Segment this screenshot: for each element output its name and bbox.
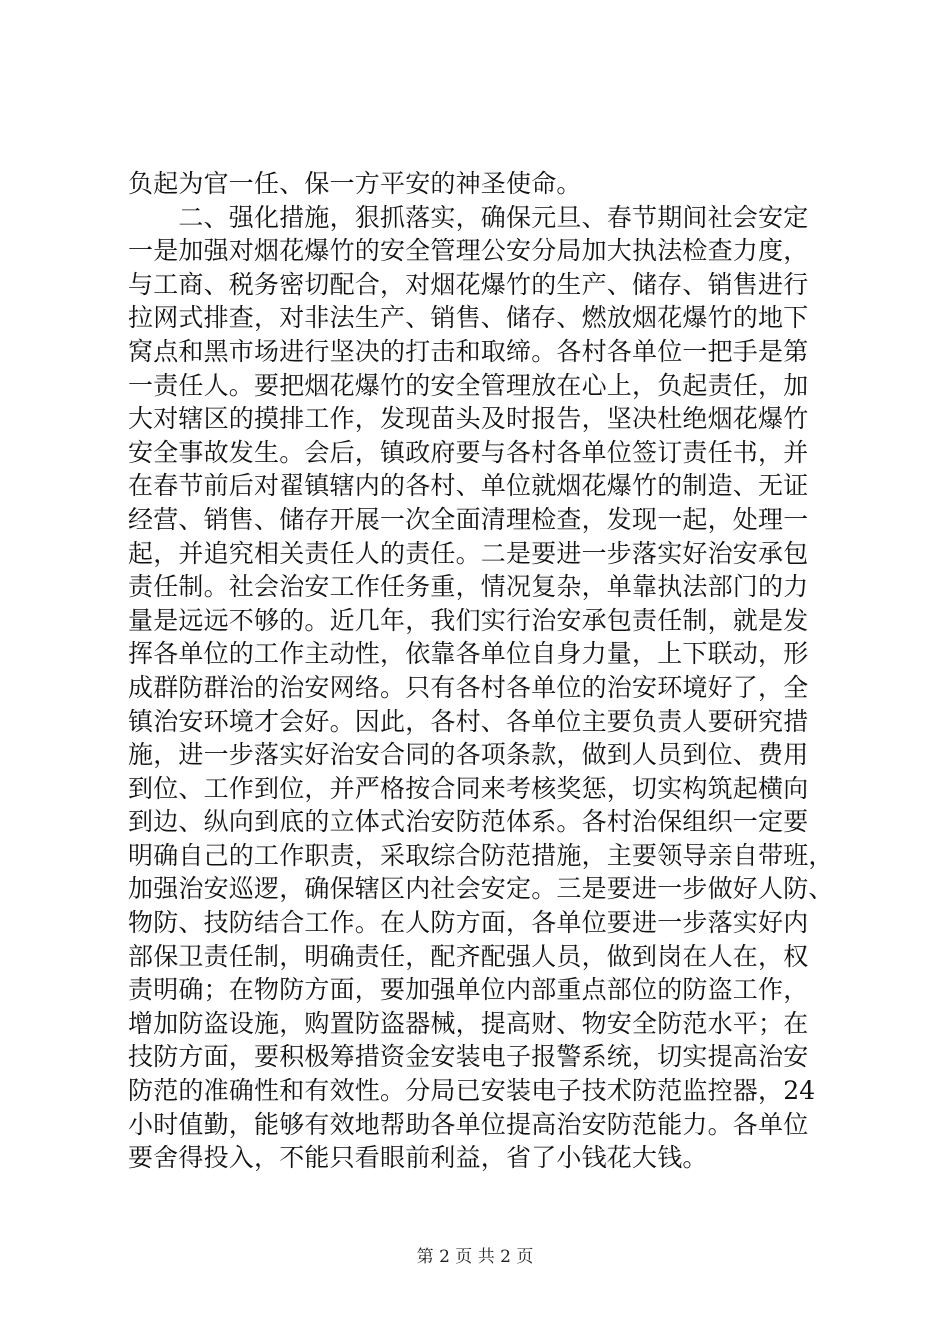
text-line: 增加防盗设施，购置防盗器械，提高财、物安全防范水平；在 (128, 1008, 809, 1038)
page-number-footer: 第 2 页 共 2 页 (416, 1247, 534, 1267)
text-line: 部保卫责任制，明确责任，配齐配强人员，做到岗在人在，权 (128, 941, 809, 971)
text-line: 到位、工作到位，并严格按合同来考核奖惩，切实构筑起横向 (128, 773, 809, 803)
text-line: 拉网式排查，对非法生产、销售、储存、燃放烟花爆竹的地下 (128, 303, 809, 333)
text-line: 施，进一步落实好治安合同的各项条款，做到人员到位、费用 (128, 740, 809, 770)
text-line: 责明确；在物防方面，要加强单位内部重点部位的防盗工作， (128, 975, 809, 1005)
text-line: 镇治安环境才会好。因此，各村、各单位主要负责人要研究措 (128, 706, 809, 736)
text-line: 小时值勤，能够有效地帮助各单位提高治安防范能力。各单位 (128, 1109, 809, 1139)
text-line: 明确自己的工作职责，采取综合防范措施，主要领导亲自带班， (128, 840, 834, 870)
text-line: 一是加强对烟花爆竹的安全管理公安分局加大执法检查力度， (128, 236, 809, 266)
text-line: 责任制。社会治安工作任务重，情况复杂，单靠执法部门的力 (128, 572, 809, 602)
text-line: 起，并追究相关责任人的责任。二是要进一步落实好治安承包 (128, 538, 809, 568)
text-line: 加强治安巡逻，确保辖区内社会安定。三是要进一步做好人防、 (128, 874, 834, 904)
text-line: 安全事故发生。会后，镇政府要与各村各单位签订责任书，并 (128, 437, 809, 467)
text-line: 大对辖区的摸排工作，发现苗头及时报告，坚决杜绝烟花爆竹 (128, 404, 809, 434)
text-line: 成群防群治的治安网络。只有各村各单位的治安环境好了，全 (128, 672, 809, 702)
text-line: 技防方面，要积极筹措资金安装电子报警系统，切实提高治安 (128, 1042, 809, 1072)
text-line: 到边、纵向到底的立体式治安防范体系。各村治保组织一定要 (128, 807, 809, 837)
text-line: 窝点和黑市场进行坚决的打击和取缔。各村各单位一把手是第 (128, 336, 809, 366)
text-line: 要舍得投入，不能只看眼前利益，省了小钱花大钱。 (128, 1143, 708, 1173)
text-line: 二、强化措施，狠抓落实，确保元旦、春节期间社会安定 (128, 202, 809, 232)
text-line: 一责任人。要把烟花爆竹的安全管理放在心上，负起责任，加 (128, 370, 809, 400)
text-line: 防范的准确性和有效性。分局已安装电子技术防范监控器，24 (128, 1076, 816, 1106)
text-line: 物防、技防结合工作。在人防方面，各单位要进一步落实好内 (128, 908, 809, 938)
text-line: 与工商、税务密切配合，对烟花爆竹的生产、储存、销售进行 (128, 269, 809, 299)
text-line: 量是远远不够的。近几年，我们实行治安承包责任制，就是发 (128, 605, 809, 635)
text-line: 在春节前后对翟镇辖内的各村、单位就烟花爆竹的制造、无证 (128, 471, 809, 501)
text-line: 负起为官一任、保一方平安的神圣使命。 (128, 169, 582, 198)
text-line: 经营、销售、储存开展一次全面清理检查，发现一起，处理一 (128, 504, 809, 534)
document-body (128, 167, 848, 1175)
text-line: 挥各单位的工作主动性，依靠各单位自身力量，上下联动，形 (128, 639, 809, 669)
